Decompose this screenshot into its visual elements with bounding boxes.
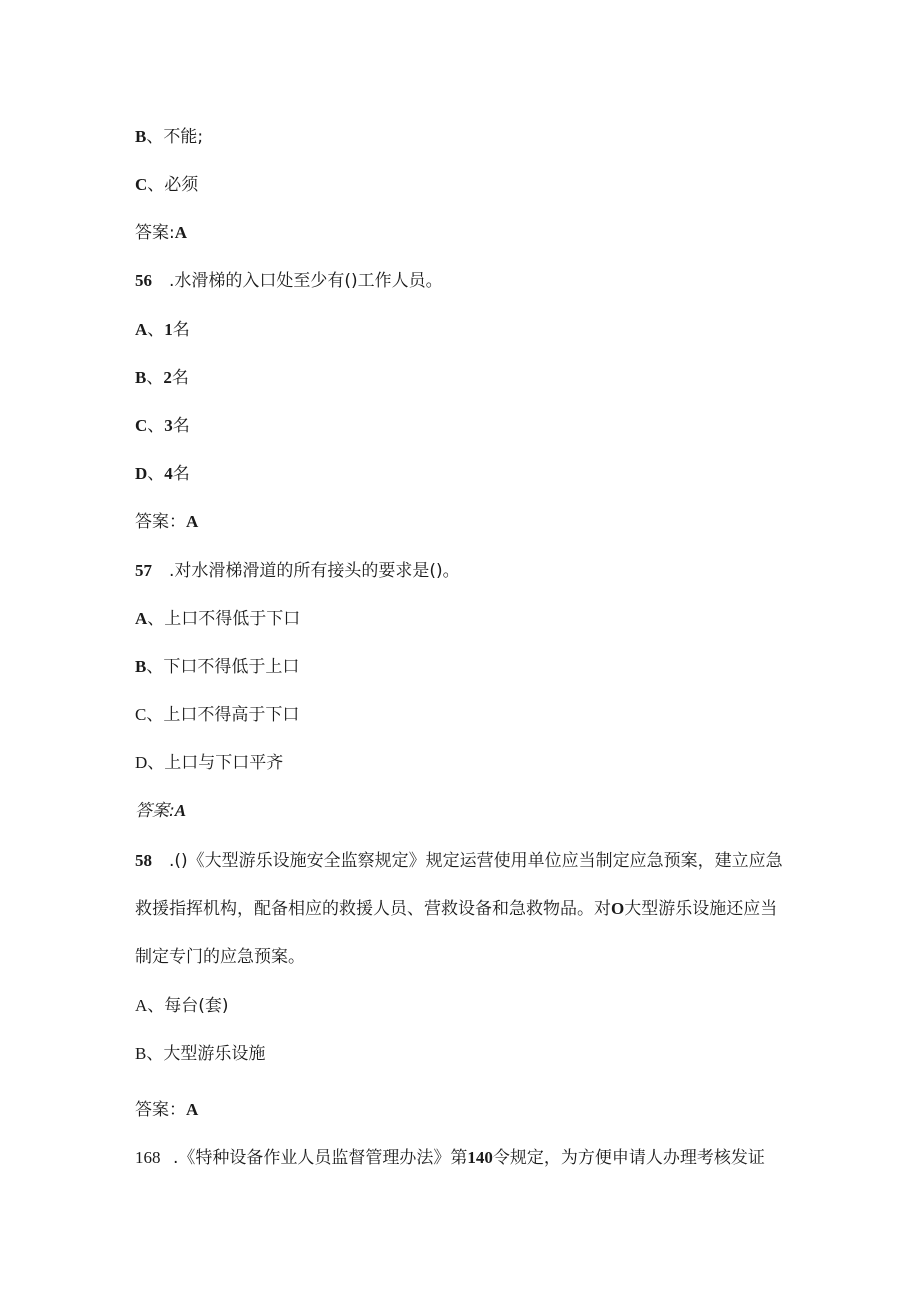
question-text: 制定专门的应急预案。 xyxy=(135,947,305,967)
option-text: 下口不得低于上口 xyxy=(163,657,300,677)
q55-option-c xyxy=(135,174,198,196)
answer-label: 答案: xyxy=(135,223,175,243)
option-sep: 、 xyxy=(146,705,164,725)
option-letter: B xyxy=(135,368,147,387)
option-text: 每台(套) xyxy=(164,996,229,1016)
q58-stem-line3 xyxy=(135,946,305,968)
answer-label: 答案: xyxy=(135,801,175,821)
q58-stem-line2 xyxy=(135,898,777,920)
q56-option-c xyxy=(135,415,190,437)
option-letter: C xyxy=(135,705,147,724)
question-text: .对水滑梯滑道的所有接头的要求是()。 xyxy=(169,561,460,581)
option-num: 3 xyxy=(164,416,173,435)
question-text-num: 140 xyxy=(467,1148,493,1167)
option-num: 2 xyxy=(163,368,172,387)
option-num: 4 xyxy=(164,464,173,483)
answer-value: A xyxy=(174,801,187,820)
q56-option-d xyxy=(135,463,190,485)
q57-stem xyxy=(135,560,460,582)
option-letter: C xyxy=(135,175,148,194)
option-text: 名 xyxy=(171,368,189,388)
option-letter: B xyxy=(135,657,147,676)
option-text: 上口与下口平齐 xyxy=(164,753,284,773)
option-sep: 、 xyxy=(147,320,165,340)
question-text: .水滑梯的入口处至少有()工作人员。 xyxy=(169,271,443,291)
answer-label: 答案： xyxy=(135,512,186,532)
question-text: .()《大型游乐设施安全监察规定》规定运营使用单位应当制定应急预案，建立应急 xyxy=(169,851,783,871)
q58-stem-line1 xyxy=(135,850,783,872)
option-sep: 、 xyxy=(147,996,165,1016)
option-letter: A xyxy=(135,609,148,628)
option-sep: 、 xyxy=(147,753,165,773)
question-text: 令规定，为方便申请人办理考核发证 xyxy=(492,1148,765,1168)
q168-stem xyxy=(135,1147,765,1169)
option-letter: A xyxy=(135,996,148,1015)
q56-answer xyxy=(135,511,198,533)
option-text: 上口不得低于下口 xyxy=(164,609,301,629)
question-text: .《特种设备作业人员监督管理办法》第 xyxy=(173,1148,468,1168)
option-sep: 、 xyxy=(146,368,164,388)
q58-answer xyxy=(135,1099,198,1121)
q57-answer xyxy=(135,800,186,822)
question-text-o: O xyxy=(611,899,625,918)
option-text: 名 xyxy=(172,464,190,484)
q56-option-a xyxy=(135,319,190,341)
option-letter: A xyxy=(135,320,148,339)
option-num: 1 xyxy=(164,320,173,339)
option-sep: 、 xyxy=(147,464,165,484)
question-text: 大型游乐设施还应当 xyxy=(624,899,778,919)
answer-label: 答案： xyxy=(135,1100,186,1120)
answer-value: A xyxy=(174,223,188,242)
option-letter: B xyxy=(135,1044,147,1063)
option-letter: B xyxy=(135,127,147,146)
option-letter: D xyxy=(135,464,148,483)
option-text: 不能; xyxy=(163,127,204,147)
option-sep: 、 xyxy=(146,127,164,147)
q55-answer xyxy=(135,222,187,244)
option-text: 名 xyxy=(172,320,190,340)
option-sep: 、 xyxy=(147,175,165,195)
q58-option-b xyxy=(135,1043,265,1065)
option-text: 名 xyxy=(172,416,190,436)
q57-option-d xyxy=(135,752,283,774)
question-number: 56 xyxy=(135,271,152,290)
q57-option-a xyxy=(135,608,300,630)
answer-value: A xyxy=(186,1100,199,1119)
option-sep: 、 xyxy=(146,1044,164,1064)
q57-option-c xyxy=(135,704,299,726)
question-number: 57 xyxy=(135,561,152,580)
option-text: 必须 xyxy=(164,175,199,195)
q55-option-b xyxy=(135,126,203,148)
q56-stem xyxy=(135,270,443,292)
option-text: 上口不得高于下口 xyxy=(163,705,300,725)
option-sep: 、 xyxy=(147,609,165,629)
q56-option-b xyxy=(135,367,189,389)
question-text: 救援指挥机构，配备相应的救援人员、营救设备和急救物品。对 xyxy=(135,899,611,919)
question-number: 168 xyxy=(135,1148,161,1167)
option-letter: C xyxy=(135,416,148,435)
q57-option-b xyxy=(135,656,299,678)
option-sep: 、 xyxy=(146,657,164,677)
option-letter: D xyxy=(135,753,148,772)
option-text: 大型游乐设施 xyxy=(163,1044,266,1064)
answer-value: A xyxy=(186,512,199,531)
question-number: 58 xyxy=(135,851,152,870)
option-sep: 、 xyxy=(147,416,165,436)
q58-option-a xyxy=(135,995,229,1017)
